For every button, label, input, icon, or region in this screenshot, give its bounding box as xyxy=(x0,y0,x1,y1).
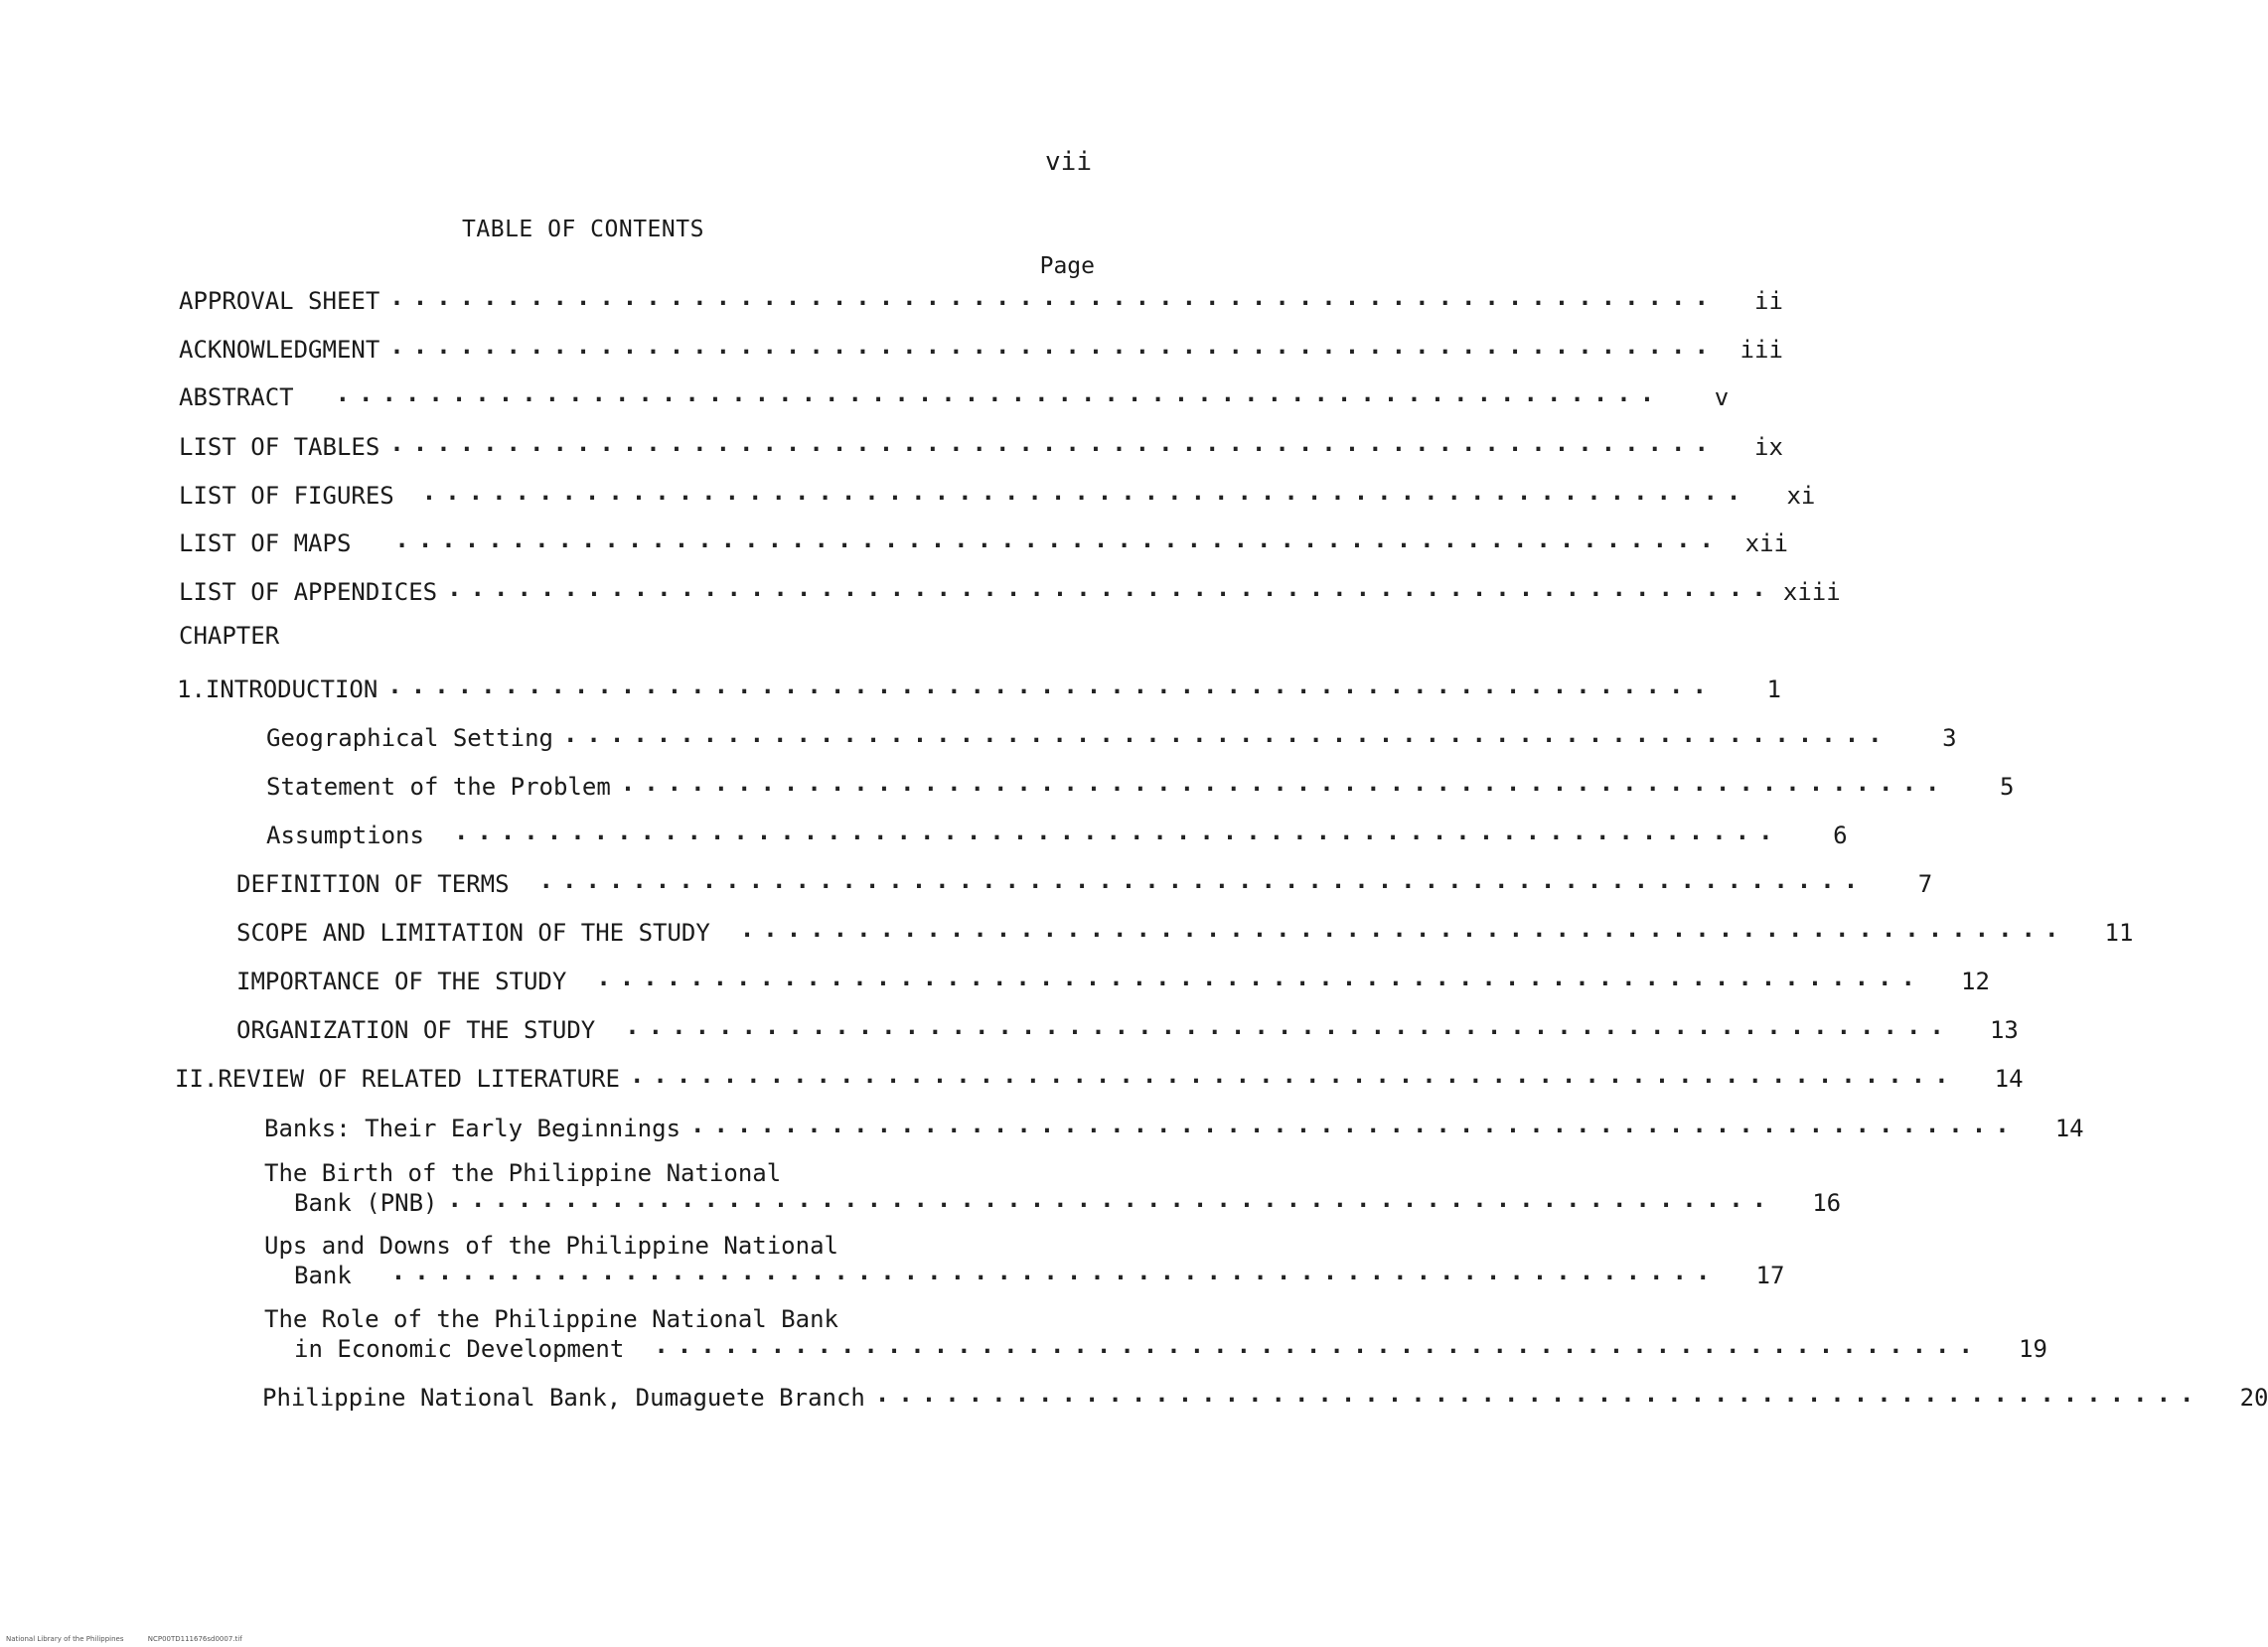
toc-entry-section xyxy=(236,1012,2019,1044)
dot-leader: ......................................................... xyxy=(421,478,1750,506)
dot-leader: ......................................................... xyxy=(620,769,1949,797)
toc-entry-subsection xyxy=(262,1380,2268,1412)
toc-entry-subsection xyxy=(264,1111,2084,1142)
toc-entry-subsection-multiline xyxy=(264,1159,1842,1217)
toc-entry-label: Philippine National Bank, Dumaguete Branch xyxy=(262,1384,865,1412)
dot-leader: ......................................................... xyxy=(562,720,1891,748)
toc-entry-page: ix xyxy=(1754,433,1783,461)
dot-leader: ......................................................... xyxy=(629,1061,1958,1089)
toc-entry-section xyxy=(236,915,2134,947)
toc-entry-label-line1: The Birth of the Philippine National xyxy=(264,1159,782,1187)
toc-entry-subsection-multiline xyxy=(264,1232,1785,1289)
toc-entry-page: 20 xyxy=(2239,1384,2268,1412)
dot-leader: ......................................................... xyxy=(447,574,1775,602)
footer-library-name: National Library of the Philippines xyxy=(6,1635,124,1643)
toc-entry-label: LIST OF APPENDICES xyxy=(179,578,438,606)
toc-entry-acknowledgment xyxy=(179,332,1783,364)
toc-entry-page: 16 xyxy=(1812,1189,1842,1217)
toc-entry-page: 14 xyxy=(1994,1065,2024,1093)
toc-entry-page: 14 xyxy=(2054,1115,2084,1142)
toc-entry-label: ACKNOWLEDGMENT xyxy=(179,336,380,364)
scan-footer xyxy=(6,1635,242,1643)
toc-entry-subsection xyxy=(266,720,1957,752)
toc-entry-label-line2: in Economic Development xyxy=(294,1335,625,1363)
toc-entry-chapter-1 xyxy=(177,672,1781,703)
toc-entry-page: 17 xyxy=(1755,1262,1785,1289)
page-number: vii xyxy=(1045,147,1092,177)
dot-leader: ......................................................... xyxy=(654,1331,1982,1359)
toc-entry-label: Banks: Their Early Beginnings xyxy=(264,1115,681,1142)
toc-entry-page: xi xyxy=(1786,482,1816,510)
dot-leader: ......................................................... xyxy=(690,1111,2019,1138)
toc-entry-section xyxy=(236,866,1933,898)
toc-entry-subsection-multiline xyxy=(264,1305,2047,1363)
toc-entry-label: ABSTRACT xyxy=(179,383,294,411)
toc-entry-label: IMPORTANCE OF THE STUDY xyxy=(236,968,567,995)
toc-entry-page: 12 xyxy=(1961,968,1990,995)
dot-leader: ......................................................... xyxy=(447,1185,1776,1213)
dot-leader: ......................................................... xyxy=(625,1012,1953,1040)
toc-entry-label: LIST OF TABLES xyxy=(179,433,380,461)
chapter-heading xyxy=(179,623,279,649)
toc-entry-label: DEFINITION OF TERMS xyxy=(236,870,510,898)
footer-file-id: NCP00TD111676sd0007.tif xyxy=(147,1635,242,1643)
toc-entry-page: ii xyxy=(1754,287,1783,315)
toc-entry-page: 13 xyxy=(1989,1016,2019,1044)
toc-entry-list-of-tables xyxy=(179,429,1783,461)
toc-entry-page: iii xyxy=(1739,336,1783,364)
toc-entry-subsection xyxy=(266,818,1848,849)
toc-entry-page: 3 xyxy=(1942,724,1957,752)
dot-leader: ......................................................... xyxy=(538,866,1868,894)
dot-leader: ......................................................... xyxy=(874,1380,2203,1408)
toc-entry-list-of-figures xyxy=(179,478,1816,510)
toc-entry-label: Geographical Setting xyxy=(266,724,553,752)
toc-entry-label: ORGANIZATION OF THE STUDY xyxy=(236,1016,596,1044)
toc-entry-label: Assumptions xyxy=(266,822,424,849)
chapter-heading-label: CHAPTER xyxy=(179,622,280,650)
dot-leader: ......................................................... xyxy=(389,429,1718,457)
toc-entry-abstract xyxy=(179,379,1730,411)
toc-entry-section xyxy=(236,964,1990,995)
toc-entry-page: 6 xyxy=(1833,822,1848,849)
chapter-number: 1. xyxy=(177,675,206,703)
toc-entry-label: LIST OF FIGURES xyxy=(179,482,394,510)
toc-entry-label-line2: Bank xyxy=(294,1262,352,1289)
dot-leader: ......................................................... xyxy=(739,915,2068,943)
dot-leader: ......................................................... xyxy=(389,332,1718,360)
toc-entry-page: 1 xyxy=(1766,675,1781,703)
page-title: TABLE OF CONTENTS xyxy=(462,217,704,242)
toc-entry-chapter-2 xyxy=(175,1061,2024,1093)
toc-entry-subsection xyxy=(266,769,2015,801)
page-column-header: Page xyxy=(1039,253,1095,279)
toc-entry-list-of-maps xyxy=(179,525,1788,557)
chapter-number: II. xyxy=(175,1065,219,1093)
toc-entry-label: INTRODUCTION xyxy=(205,675,378,703)
toc-entry-approval-sheet xyxy=(179,283,1783,315)
toc-entry-label: REVIEW OF RELATED LITERATURE xyxy=(218,1065,620,1093)
dot-leader: ......................................................... xyxy=(453,818,1782,845)
toc-entry-label-line2: Bank (PNB) xyxy=(294,1189,438,1217)
toc-entry-label-line1: Ups and Downs of the Philippine National xyxy=(264,1232,838,1260)
toc-entry-label: SCOPE AND LIMITATION OF THE STUDY xyxy=(236,919,710,947)
dot-leader: ......................................................... xyxy=(596,964,1924,991)
toc-entry-label: LIST OF MAPS xyxy=(179,529,352,557)
toc-entry-page: 7 xyxy=(1917,870,1933,898)
dot-leader: ......................................................... xyxy=(390,1258,1720,1285)
toc-entry-page: xiii xyxy=(1782,578,1841,606)
toc-entry-page: 11 xyxy=(2104,919,2134,947)
toc-entry-page: xii xyxy=(1744,529,1788,557)
toc-entry-label-line1: The Role of the Philippine National Bank xyxy=(264,1305,838,1333)
dot-leader: ......................................................... xyxy=(387,672,1716,699)
dot-leader: ......................................................... xyxy=(389,283,1718,311)
toc-entry-label: APPROVAL SHEET xyxy=(179,287,380,315)
dot-leader: ......................................................... xyxy=(394,525,1723,553)
toc-entry-page: 5 xyxy=(1999,773,2015,801)
toc-entry-page: 19 xyxy=(2019,1335,2047,1363)
dot-leader: ......................................................... xyxy=(335,379,1664,407)
toc-entry-list-of-appendices xyxy=(179,574,1841,606)
toc-entry-page: v xyxy=(1714,383,1730,411)
toc-entry-label: Statement of the Problem xyxy=(266,773,611,801)
